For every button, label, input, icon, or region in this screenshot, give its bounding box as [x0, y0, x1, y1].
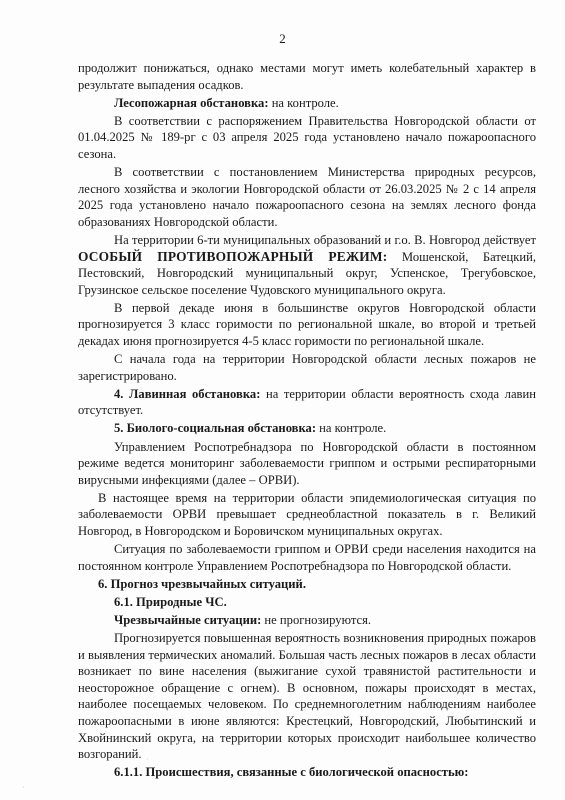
paragraph: Управлением Роспотребнадзора по Новгородской области в постоянном режиме ведется мониторинг заболеваемости гриппом и острыми респираторными вирусными инфекциями (далее – ОРВИ). [78, 439, 536, 487]
emphasis-regime: ОСОБЫЙ ПРОТИВОПОЖАРНЫЙ РЕЖИМ: [78, 248, 388, 264]
paragraph: Ситуация по заболеваемости гриппом и ОРВИ среди населения находится на постоянном контроле Управлением Роспотребнадзора по Новгородской области. [78, 542, 536, 573]
section-label: Лесопожарная обстановка: [114, 95, 269, 110]
heading-natural-emergencies: 6.1. Природные ЧС. [114, 594, 227, 609]
paragraph: С начала года на территории Новгородской области лесных пожаров не зарегистрировано. [78, 352, 536, 383]
paragraph: В соответствии с распоряжением Правительства Новгородской области от 01.04.2025 № 189-рг с 03 апреля 2025 года установлено начало пожароопасного сезона. [78, 113, 536, 161]
section-label: Чрезвычайные ситуации: [114, 613, 262, 627]
paragraph-text: Мошенской, Батецкий, Пестовский, Новгородский муниципальный округ, Успенское, Трегубовское, Грузинское сельское поселение Чудовского муниципального округа. [78, 249, 536, 297]
paragraph: Прогнозируется повышенная вероятность возникновения природных пожаров и выявления термических аномалий. Большая часть лесных пожаров в лесах области возникает по вине населения (выжигание сухой травянистой растительности и неосторожное обращение с огнем). В основном, пожары происходят в местах, наиболее посещаемых человеком. По среднемноголетним наблюдениям наиболее пожароопасными в июне являются: Крестецкий, Новгородский, Любытинский и Хвойнинский округа, на территории которых происходит наибольшее количество возгораний. [78, 631, 536, 762]
heading-forecast: 6. Прогноз чрезвычайных ситуаций. [98, 576, 306, 591]
page-number: 2 [279, 31, 286, 46]
paragraph [78, 95, 536, 112]
paragraph [78, 232, 536, 298]
section-text: на контроле. [316, 421, 387, 436]
section-label: 5. Биолого-социальная обстановка: [114, 421, 317, 436]
heading-biological-hazards: 6.1.1. Происшествия, связанные с биологической опасностью: [114, 765, 469, 780]
section-text: не прогнозируются. [261, 613, 372, 627]
scan-speck: · [146, 755, 149, 764]
paragraph [78, 386, 536, 419]
section-label: 4. Лавинная обстановка: [114, 386, 261, 401]
section-text: на контроле. [268, 95, 339, 110]
paragraph [78, 612, 536, 629]
paragraph: продолжит понижаться, однако местами могут иметь колебательный характер в результате выпадения осадков. [78, 61, 536, 92]
document-body [78, 60, 536, 782]
paragraph-text: На территории 6-ти муниципальных образований и г.о. В. Новгород действует [114, 232, 536, 247]
section-text: на территории области вероятность схода лавин отсутствует. [78, 386, 536, 418]
paragraph: В соответствии с постановлением Министерства природных ресурсов, лесного хозяйства и экологии Новгородской области от 26.03.2025 № 2 с 14 апреля 2025 года установлено начало пожароопасного сезона на землях лесного фонда образованиях Новгородской области. [78, 165, 536, 229]
paragraph: В настоящее время на территории области эпидемиологическая ситуация по заболеваемости ОРВИ превышает среднеобластной показатель в г. Великий Новгород, в Новгородском и Боровичском муниципальных округах. [78, 490, 536, 539]
scan-speck: · [22, 783, 25, 792]
paragraph: В первой декаде июня в большинстве округов Новгородской области прогнозируется 3 класс горимости по региональной шкале, во второй и третьей декадах июня прогнозируется 4-5 класс горимости по региональной шкале. [78, 300, 536, 348]
paragraph [78, 420, 536, 437]
